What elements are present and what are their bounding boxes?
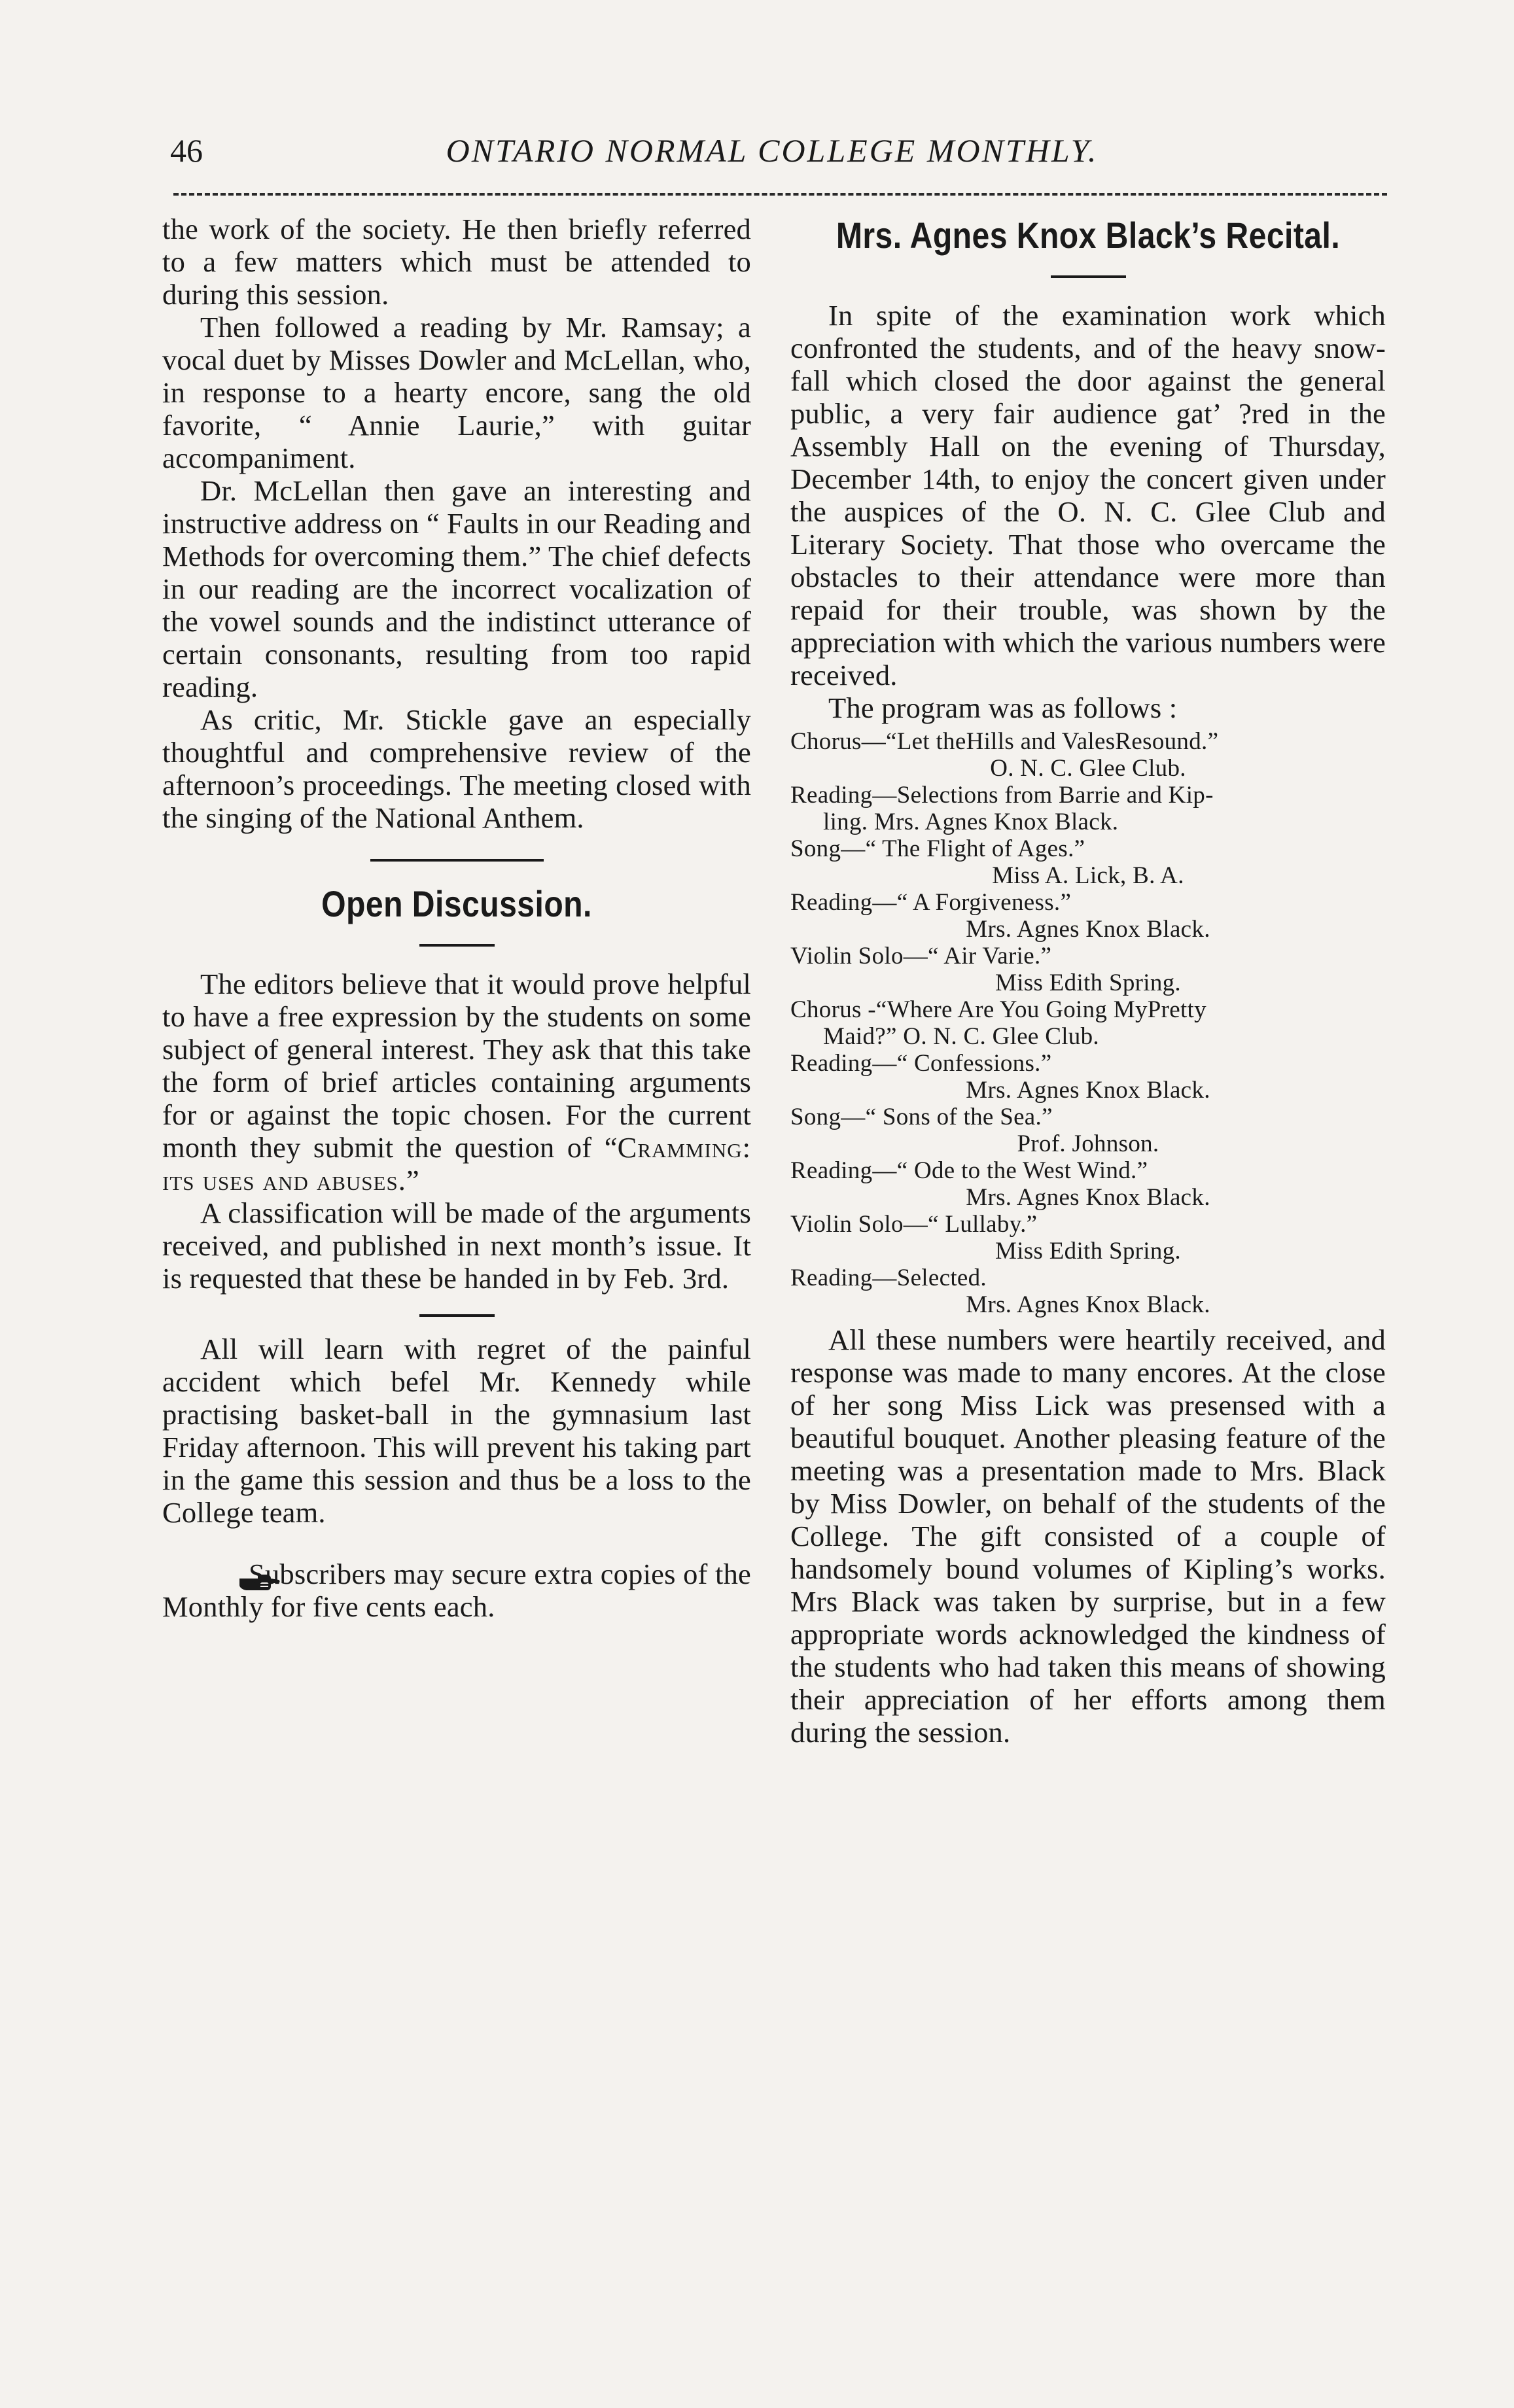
program-item: Mrs. Agnes Knox Black. <box>966 1184 1210 1211</box>
left-paragraph-6: A classification will be made of the arguments received, and published in next month’s issue. It is requested that these be handed in by Feb. 3rd. <box>162 1196 751 1295</box>
program-item: Prof. Johnson. <box>1017 1130 1159 1157</box>
left-paragraph-2: Then followed a reading by Mr. Ramsay; a vocal duet by Misses Dowler and McLellan, who, in response to a hearty encore, sang the old favorite, “ Annie Laurie,” with guitar accompaniment. <box>162 311 751 474</box>
pointing-hand-icon <box>200 1567 242 1588</box>
program-item: Reading—Selected. <box>790 1265 987 1291</box>
program-item: Reading—“ A Forgiveness.” <box>790 889 1072 916</box>
section-divider <box>419 1314 495 1317</box>
program-item: Mrs. Agnes Knox Black. <box>966 916 1210 943</box>
left-paragraph-4: As critic, Mr. Stickle gave an especially thoughtful and comprehensive review of the afternoon’s proceedings. The meeting closed with the singing of the National Anthem. <box>162 703 751 834</box>
left-paragraph-7: All will learn with regret of the painful accident which befel Mr. Kennedy while practising basket-ball in the gymnasium last Friday afternoon. This will prevent his taking part in the game this session and thus be a loss to the College team. <box>162 1333 751 1529</box>
program-item: Reading—“ Ode to the West Wind.” <box>790 1157 1148 1184</box>
program-list <box>790 728 1386 1318</box>
program-item: Mrs. Agnes Knox Black. <box>966 1291 1210 1318</box>
heading-rule <box>1051 275 1126 278</box>
program-item: Miss Edith Spring. <box>995 969 1181 996</box>
program-item: Song—“ The Flight of Ages.” <box>790 835 1085 862</box>
discussion-topic: Cramming: its uses and abuses. <box>162 1131 751 1196</box>
program-item: Mrs. Agnes Knox Black. <box>966 1077 1210 1104</box>
program-item: Violin Solo—“ Air Varie.” <box>790 943 1052 969</box>
program-item: Reading—Selections from Barrie and Kip- <box>790 782 1214 809</box>
left-paragraph-8: Subscribers may secure extra copies of the Monthly for five cents each. <box>162 1558 751 1623</box>
left-column <box>162 213 751 1623</box>
program-item: Miss A. Lick, B. A. <box>992 862 1184 889</box>
heading-rule <box>419 944 495 947</box>
program-item: Violin Solo—“ Lullaby.” <box>790 1211 1038 1238</box>
program-intro: The program was as follows : <box>828 691 1178 724</box>
left-paragraph-3: Dr. McLellan then gave an interesting and instructive address on “ Faults in our Reading and Methods for overcoming them.” The chief defects in our reading are the incorrect vocalization of the vowel sounds and the indistinct utterance of certain consonants, resulting from too rapid reading. <box>162 474 751 703</box>
page-number: 46 <box>170 132 203 169</box>
page-header <box>157 128 1387 180</box>
program-item: ling. Mrs. Agnes Knox Black. <box>823 809 1119 835</box>
program-item: Chorus -“Where Are You Going MyPretty <box>790 996 1206 1023</box>
section-divider <box>370 859 544 862</box>
left-paragraph-5: The editors believe that it would prove helpful to have a free expression by the students on some subject of general interest. They ask that this take the form of brief articles containing arguments for or against the topic chosen. For the current month they submit the question of “Cramming: its uses and abuses.” <box>162 968 751 1196</box>
program-item: O. N. C. Glee Club. <box>990 755 1186 782</box>
right-paragraph-1: In spite of the examination work which confronted the students, and of the heavy snow-fall which closed the door against the general public, a very fair audience gat’ ?red in the Assembly Hall on the evening of Thursday, December 14th, to enjoy the concert given under the auspices of the O. N. C. Glee Club and Literary Society. That those who overcame the obstacles to their attendance were more than repaid for their trouble, was shown by the appreciation with which the various numbers were received. <box>790 299 1386 691</box>
header-rule <box>173 193 1387 196</box>
open-discussion-heading: Open Discussion. <box>321 883 592 924</box>
program-item: Song—“ Sons of the Sea.” <box>790 1104 1053 1130</box>
program-item: Reading—“ Confessions.” <box>790 1050 1052 1077</box>
running-title: ONTARIO NORMAL COLLEGE MONTHLY. <box>446 132 1099 169</box>
recital-heading: Mrs. Agnes Knox Black’s Recital. <box>836 215 1341 256</box>
program-item: Chorus—“Let theHills and ValesResound.” <box>790 728 1219 755</box>
program-item: Maid?” O. N. C. Glee Club. <box>823 1023 1099 1050</box>
left-paragraph-1: the work of the society. He then briefly referred to a few matters which must be attended to during this session. <box>162 213 751 311</box>
program-item: Miss Edith Spring. <box>995 1238 1181 1265</box>
right-column <box>790 213 1386 1749</box>
right-paragraph-2: All these numbers were heartily received, and response was made to many encores. At the close of her song Miss Lick was presensed with a beautiful bouquet. Another pleasing feature of the meeting was a presentation made to Mrs. Black by Miss Dowler, on behalf of the students of the College. The gift consisted of a couple of handsomely bound volumes of Kipling’s works. Mrs Black was taken by surprise, but in a few appropriate words acknowledged the kindness of the students who had taken this means of showing their appreciation of her efforts among them during the session. <box>790 1323 1386 1749</box>
